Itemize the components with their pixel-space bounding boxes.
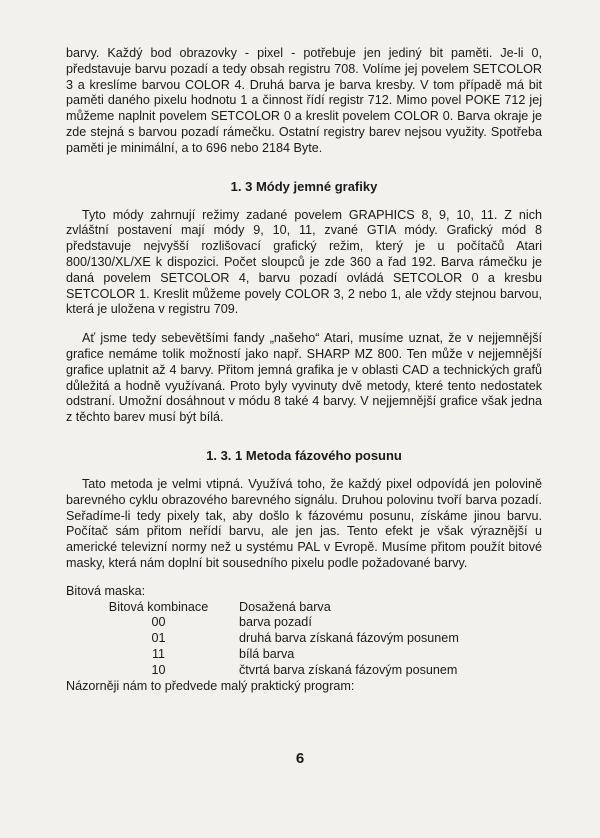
section-1-3-1-heading: 1. 3. 1 Metoda fázového posunu	[206, 447, 402, 463]
page-number: 6	[295, 750, 305, 767]
bit-mask-color: čtvrtá barva získaná fázovým posunem	[239, 662, 458, 677]
bit-mask-color: druhá barva získaná fázovým posunem	[239, 631, 459, 646]
section-1-3-heading: 1. 3 Módy jemné grafiky	[230, 178, 378, 194]
bit-mask-header-combination: Bitová kombinace	[108, 599, 209, 614]
bit-mask-code: 00	[151, 615, 166, 630]
section-1-3-paragraph-2: Ať jsme tedy sebevětšími fandy „našeho“ Atari, musíme uznat, že v nejjemnější grafice nemáme tolik možností jako např. SHARP MZ 800. Ten může v nejjemnější grafice uplatnit až 4 barvy. Přitom jemná grafika je v oblasti CAD a technických grafů důležitá a hodně využívaná. Proto byly vyvinuty dvě metody, které tento nedostatek odstraní. Umožní dosáhnout v módu 8 také 4 barvy. V nejjemnější grafice však jedna z těchto barev musí být bílá.	[66, 331, 542, 425]
intro-paragraph: barvy. Každý bod obrazovky - pixel - potřebuje jen jediný bit paměti. Je-li 0, představuje barvu pozadí a tedy obsah registru 708. Volíme jej povelem SETCOLOR 3 a kreslíme barvou COLOR 4. Druhá barva je barva kresby. V tom případě má bit paměti daného pixelu hodnotu 1 a činnost řídí registr 712. Mimo povel POKE 712 jej můžeme naplnit povelem SETCOLOR 0 a kreslit povelem COLOR 0. Barva okraje je zde stejná s barvou pozadí rámečku. Ostatní registry barev nejsou využity. Spotřeba paměti je minimální, a to 696 nebo 2184 Byte.	[66, 46, 542, 155]
bit-mask-code: 01	[151, 631, 166, 646]
bit-mask-code: 10	[151, 662, 166, 677]
bit-mask-title: Bitová maska:	[66, 583, 146, 598]
section-1-3-1-paragraph: Tato metoda je velmi vtipná. Využívá toho, že každý pixel odpovídá jen polovině barevného cyklu obrazového barevného signálu. Druhou polovinu tvoří barva pozadí. Seřadíme-li tedy pixely tak, aby došlo k fázovému posunu, získáme jinou barvu. Počítač sám přitom neřídí barvu, ale jen jas. Tento efekt je však výraznější u americké televizní normy než u systému PAL v Evropě. Musíme přitom použít bitové masky, která nám doplní bit sousedního pixelu podle požadované barvy.	[66, 476, 542, 570]
bit-mask-row	[66, 647, 542, 663]
bit-mask-title-row	[66, 584, 542, 600]
bit-mask-color: bílá barva	[239, 646, 295, 661]
bit-mask-color: barva pozadí	[239, 615, 312, 630]
bit-mask-row	[66, 615, 542, 631]
section-1-3-paragraph-1: Tyto módy zahrnují režimy zadané povelem GRAPHICS 8, 9, 10, 11. Z nich zvláštní postavení mají módy 9, 10, 11, zvané GTIA módy. Grafický mód 8 představuje nejvyšší rozlišovací grafický režim, který je u počítačů Atari 800/130/XL/XE k dispozici. Počet sloupců je zde 360 a řad 192. Barva rámečku je daná povelem SETCOLOR 4, barvu pozadí ovládá SETCOLOR 0 a kresbu SETCOLOR 1. Kreslit můžeme povely COLOR 3, 2 nebo 1, ale vždy stejnou barvou, která je uložena v registru 709.	[66, 207, 542, 317]
bit-mask-header-color: Dosažená barva	[239, 599, 331, 614]
bit-mask-row	[66, 663, 542, 679]
bit-mask-header-row	[66, 600, 542, 616]
bit-mask-table	[66, 584, 542, 679]
bit-mask-row	[66, 631, 542, 647]
bit-mask-code: 11	[151, 646, 166, 661]
document-page	[66, 46, 542, 694]
closing-line: Názorněji nám to předvede malý praktický program:	[66, 678, 355, 693]
